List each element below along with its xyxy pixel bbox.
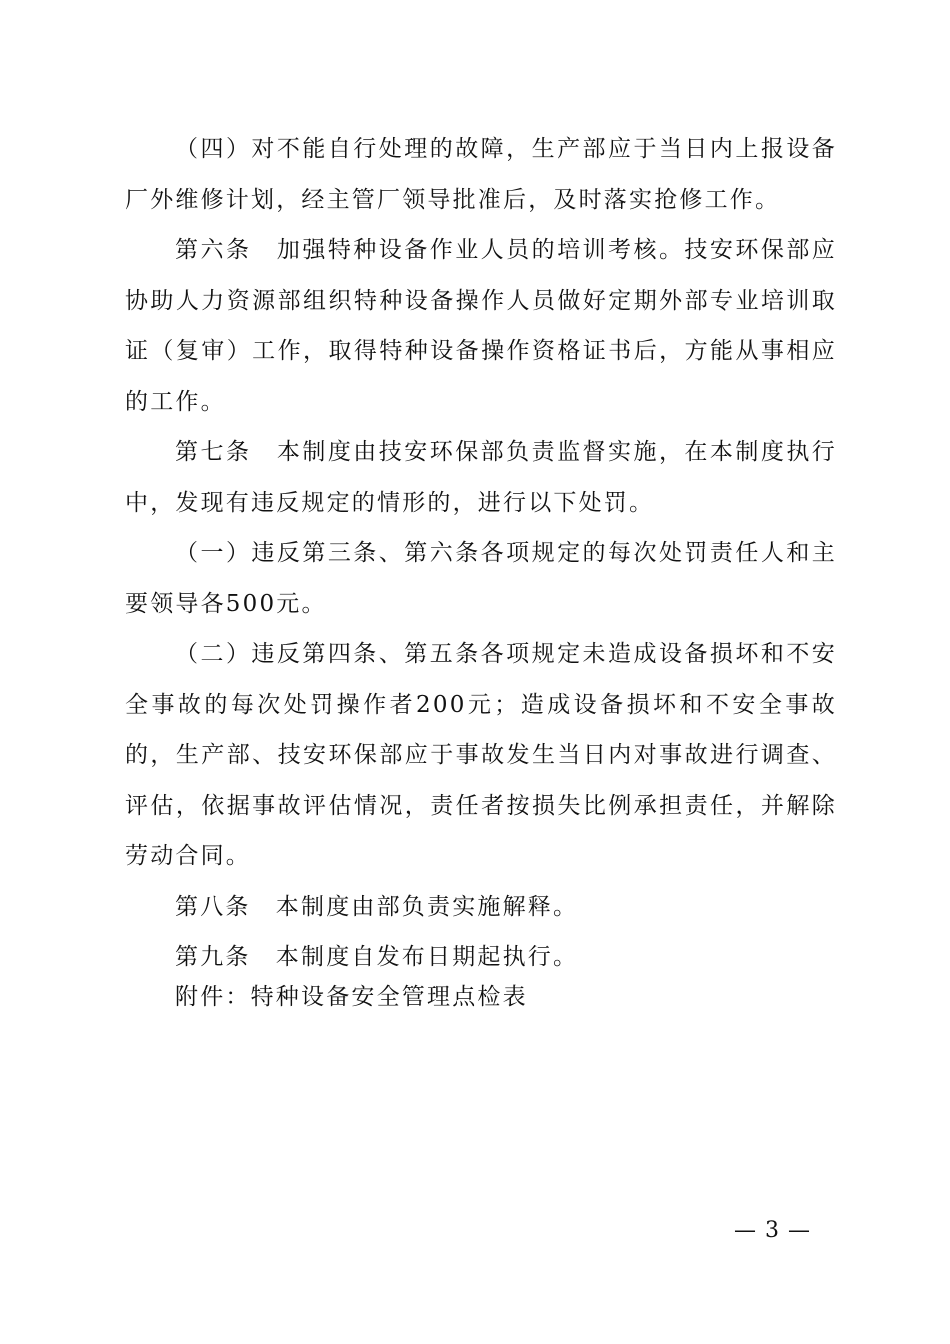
paragraph-article-8: 第八条 本制度由部负责实施解释。 — [175, 893, 579, 920]
attachment-line: 附件：特种设备安全管理点检表 — [175, 984, 528, 1010]
paragraph-penalty-1: （一）违反第三条、第六条各项规定的每次处罚责任人和主要领导各500元。 — [125, 540, 837, 617]
paragraph-article-9: 第九条 本制度自发布日期起执行。 — [175, 944, 579, 970]
paragraph-penalty-2: （二）违反第四条、第五条各项规定未造成设备损坏和不安全事故的每次处罚操作者200元；造成设备损坏和不安全事故的，生产部、技安环保部应于事故发生当日内对事故进行调查、评估，依据事故评估情况，责任者按损失比例承担责任，并解除劳动合同。 — [125, 641, 837, 869]
document-body — [125, 124, 837, 983]
paragraph-article-6: 第六条 加强特种设备作业人员的培训考核。技安环保部应协助人力资源部组织特种设备操作人员做好定期外部专业培训取证（复审）工作，取得特种设备操作资格证书后，方能从事相应的工作。 — [125, 237, 837, 415]
page-number: — 3 — — [734, 1218, 811, 1243]
paragraph-item-4-fault-report: （四）对不能自行处理的故障，生产部应于当日内上报设备厂外维修计划，经主管厂领导批准后，及时落实抢修工作。 — [125, 136, 837, 213]
paragraph-article-7: 第七条 本制度由技安环保部负责监督实施，在本制度执行中，发现有违反规定的情形的，进行以下处罚。 — [125, 439, 837, 516]
